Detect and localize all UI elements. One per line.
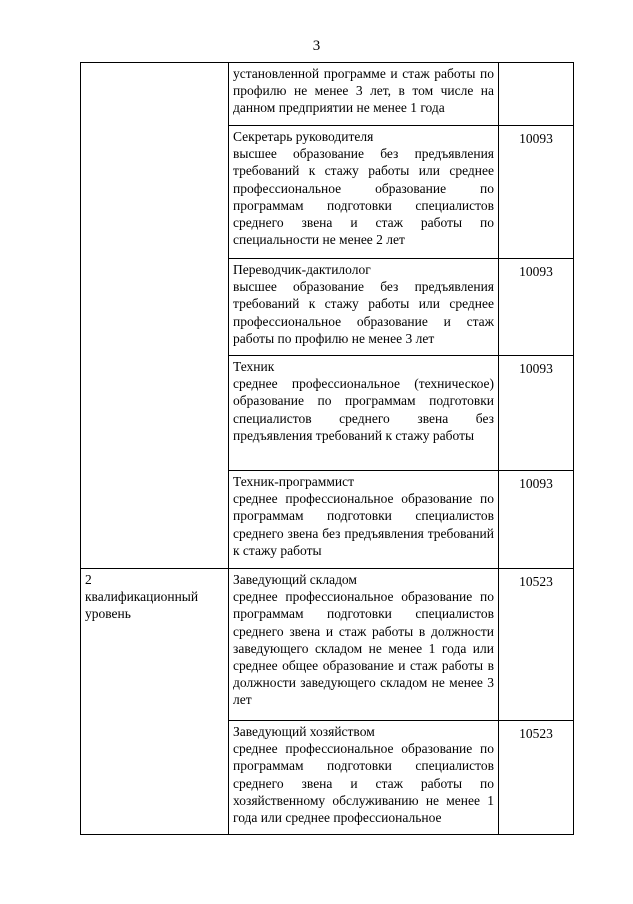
position-description: высшее образование без предъявления требований к стажу работы или среднее профессиональное образование по программам подготовки специалистов среднего звена и стаж работы по специальности не менее 2 лет (233, 146, 494, 248)
code-cell: 10093 (499, 471, 574, 569)
position-cell (229, 126, 499, 259)
position-cell (229, 356, 499, 471)
qualification-table (80, 62, 574, 835)
position-cell (229, 259, 499, 356)
position-description: среднее профессиональное образование по программам подготовки специалистов среднего звена и стаж работы по хозяйственному обслуживанию не менее 1 года или среднее профессиональное (233, 741, 494, 826)
position-title: Заведующий складом (233, 572, 357, 587)
table-row (81, 569, 574, 721)
code-cell: 10093 (499, 259, 574, 356)
code-cell: 10093 (499, 356, 574, 471)
position-title: Техник (233, 359, 275, 374)
level-number: 2 (85, 572, 92, 587)
position-cell (229, 63, 499, 126)
position-description: высшее образование без предъявления требований к стажу работы или среднее профессиональное образование и стаж работы по профилю не менее 3 лет (233, 279, 494, 346)
code-cell (499, 63, 574, 126)
table-row (81, 63, 574, 126)
position-cell (229, 721, 499, 835)
position-cell (229, 471, 499, 569)
position-title: Переводчик-дактилолог (233, 262, 371, 277)
level-cell-empty (81, 63, 229, 569)
level-cell (81, 569, 229, 835)
position-title: Заведующий хозяйством (233, 724, 375, 739)
code-cell: 10523 (499, 569, 574, 721)
position-description: среднее профессиональное образование по программам подготовки специалистов среднего звена и стаж работы в должности заведующего складом не менее 1 года или среднее общее образование и стаж работы в должности заведующего складом не менее 3 лет (233, 589, 494, 708)
level-label: квалификационный уровень (85, 589, 199, 622)
code-cell: 10523 (499, 721, 574, 835)
page-number: 3 (312, 38, 321, 54)
position-title: Секретарь руководителя (233, 129, 374, 144)
position-cell (229, 569, 499, 721)
position-description: среднее профессиональное (техническое) образование по программам подготовки специалистов среднего звена без предъявления требований к стажу работы (233, 376, 494, 443)
code-cell: 10093 (499, 126, 574, 259)
position-description: установленной программе и стаж работы по профилю не менее 3 лет, в том числе на данном предприятии не менее 1 года (233, 66, 494, 116)
position-description: среднее профессиональное образование по программам подготовки специалистов среднего звена без предъявления требований к стажу работы (233, 491, 494, 558)
position-title: Техник-программист (233, 474, 355, 489)
